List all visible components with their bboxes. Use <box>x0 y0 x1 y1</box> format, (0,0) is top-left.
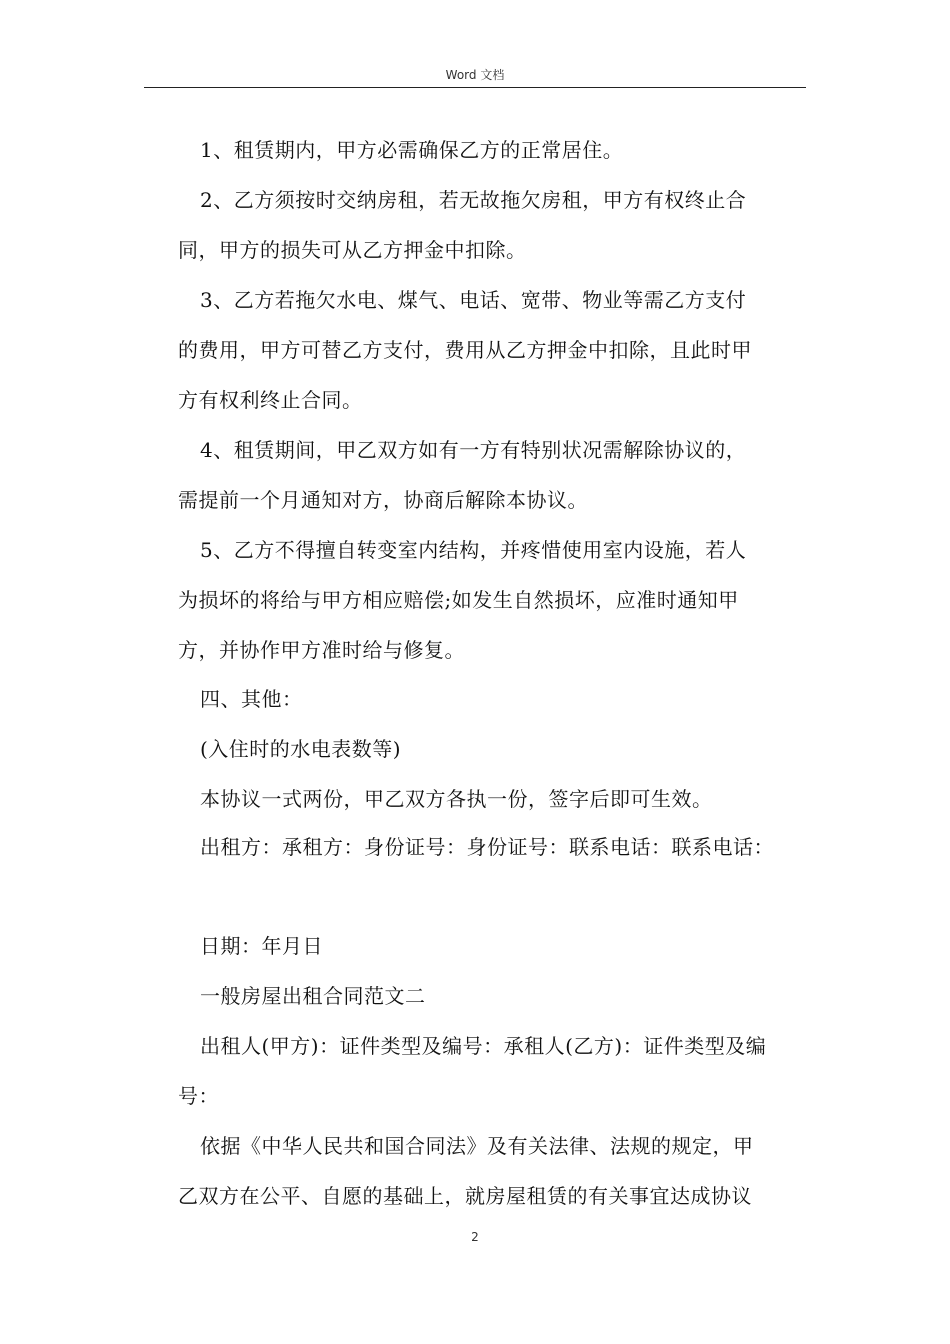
clause-2: 2、乙方须按时交纳房租，若无故拖欠房租，甲方有权终止合 <box>200 188 747 212</box>
header-divider <box>144 87 806 88</box>
section-heading-other: 四、其他： <box>200 687 303 711</box>
party-fields: 出租人(甲方)：证件类型及编号：承租人(乙方)：证件类型及编 <box>200 1034 767 1058</box>
clause-3: 3、乙方若拖欠水电、煤气、电话、宽带、物业等需乙方支付 <box>200 288 747 312</box>
meter-reading-note: (入住时的水电表数等) <box>200 737 402 761</box>
clause-5-cont-2: 方，并协作甲方准时给与修复。 <box>178 638 465 662</box>
clause-3-cont-2: 方有权利终止合同。 <box>178 388 363 412</box>
clause-3-cont-1: 的费用，甲方可替乙方支付，费用从乙方押金中扣除，且此时甲 <box>178 338 752 362</box>
legal-basis-cont: 乙双方在公平、自愿的基础上，就房屋租赁的有关事宜达成协议 <box>178 1184 752 1208</box>
clause-1: 1、租赁期内，甲方必需确保乙方的正常居住。 <box>200 138 624 162</box>
legal-basis: 依据《中华人民共和国合同法》及有关法律、法规的规定，甲 <box>200 1134 754 1158</box>
clause-5-cont-1: 为损坏的将给与甲方相应赔偿;如发生自然损坏，应准时通知甲 <box>178 588 739 612</box>
copies-statement: 本协议一式两份，甲乙双方各执一份，签字后即可生效。 <box>200 787 713 811</box>
clause-5: 5、乙方不得擅自转变室内结构，并疼惜使用室内设施，若人 <box>200 538 747 562</box>
clause-4: 4、租赁期间，甲乙双方如有一方有特别状况需解除协议的， <box>200 438 747 462</box>
date-field: 日期：年月日 <box>200 934 323 958</box>
party-fields-cont: 号： <box>178 1084 219 1108</box>
contract-title-2: 一般房屋出租合同范文二 <box>200 984 426 1008</box>
page-header: Word 文档 <box>445 68 505 82</box>
clause-4-cont: 需提前一个月通知对方，协商后解除本协议。 <box>178 488 588 512</box>
clause-2-cont: 同，甲方的损失可从乙方押金中扣除。 <box>178 238 527 262</box>
page-number: 2 <box>471 1230 479 1244</box>
signature-fields: 出租方：承租方：身份证号：身份证号：联系电话：联系电话： <box>200 835 774 859</box>
